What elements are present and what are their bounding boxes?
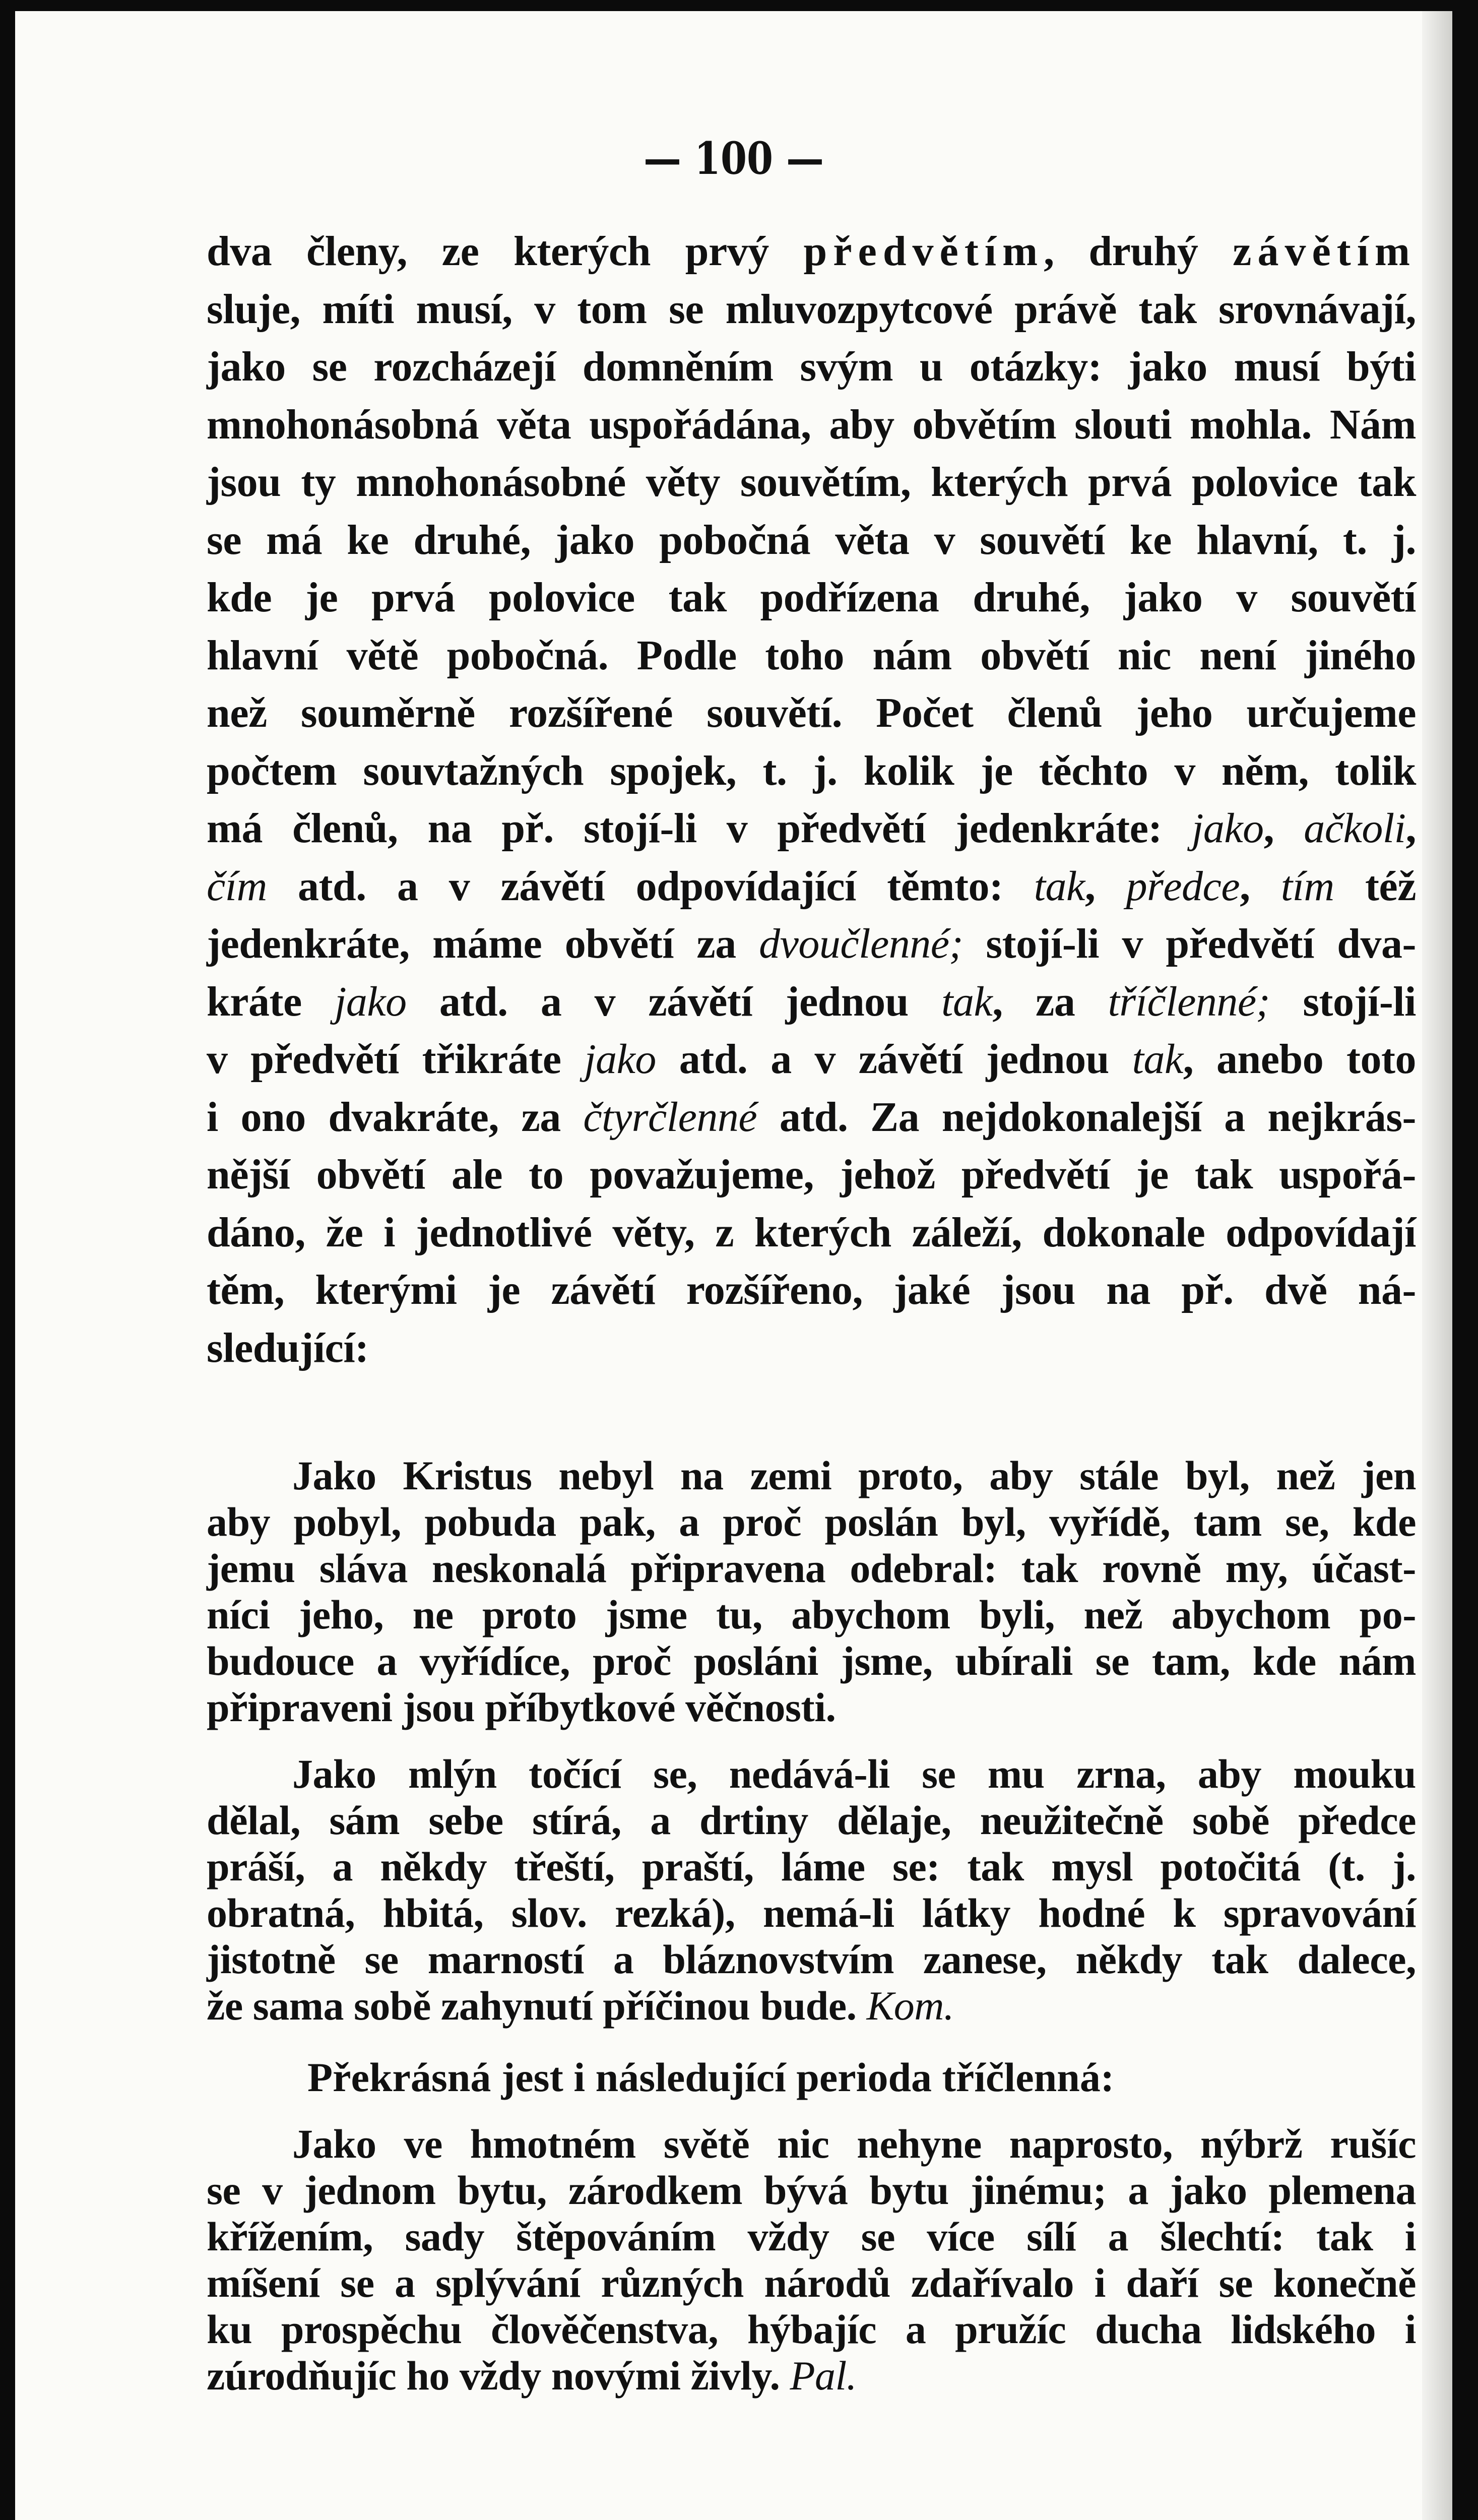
quote-line: budouce a vyřídíce, proč posláni jsme, ubírali se tam, kde nám <box>207 1638 1416 1684</box>
quote-line: že sama sobě zahynutí příčinou bude. Kom. <box>207 1983 954 2029</box>
text-line: dva členy, ze kterých prvý předvětím, druhý závětím <box>207 228 1417 275</box>
text-line: sluje, míti musí, v tom se mluvozpytcové právě tak srovnávají, <box>207 285 1416 333</box>
intro-line <box>207 2054 1416 2101</box>
quote-line: jemu sláva neskonalá připravena odebral: tak rovně my, účast- <box>207 1545 1416 1591</box>
example-quote-1 <box>207 1453 1416 1731</box>
text-line: kde je prvá polovice tak podřízena druhé, jako v souvětí <box>207 574 1416 621</box>
book-page <box>15 11 1452 2520</box>
text-line: i ono dvakráte, za čtyrčlenné atd. Za nejdokonalejší a nejkrás- <box>207 1093 1416 1141</box>
quote-line: Jako mlýn točící se, nedává-li se mu zrna, aby mouku <box>292 1751 1416 1797</box>
text-line: dáno, že i jednotlivé věty, z kterých záleží, dokonale odpovídají <box>207 1209 1416 1256</box>
text-line: sledující: <box>207 1324 369 1371</box>
text-line: než souměrně rozšířené souvětí. Počet členů jeho určujeme <box>207 689 1416 736</box>
text-line: má členů, na př. stojí-li v předvětí jedenkráte: jako, ačkoli, <box>207 805 1417 852</box>
quote-line: se v jednom bytu, zárodkem bývá bytu jinému; a jako plemena <box>207 2167 1416 2213</box>
text-line: kráte jako atd. a v závětí jednou tak, za tříčlenné; stojí-li <box>207 978 1416 1025</box>
page-edge-shadow <box>1422 11 1452 2520</box>
text-line: počtem souvtažných spojek, t. j. kolik je těchto v něm, tolik <box>207 747 1416 794</box>
quote-line: Jako Kristus nebyl na zemi proto, aby stále byl, než jen <box>292 1453 1416 1498</box>
page-number: — 100 — <box>644 132 824 184</box>
text-line: mnohonásobná věta uspořádána, aby obvětím slouti mohla. Nám <box>207 401 1416 448</box>
text-line: těm, kterými je závětí rozšířeno, jaké jsou na př. dvě ná- <box>207 1267 1416 1313</box>
text-line: nější obvětí ale to považujeme, jehož předvětí je tak uspořá- <box>207 1151 1416 1198</box>
text-line: čím atd. a v závětí odpovídající těmto: tak, předce, tím též <box>207 862 1416 910</box>
example-quote-2 <box>207 1751 1416 2029</box>
quote-line: níci jeho, ne proto jsme tu, abychom byli, než abychom po- <box>207 1592 1416 1637</box>
quote-author: Kom. <box>866 1983 954 2029</box>
quote-line: aby pobyl, pobuda pak, a proč poslán byl, vyřídě, tam se, kde <box>207 1499 1416 1545</box>
text-line: jsou ty mnohonásobné věty souvětím, kterých prvá polovice tak <box>207 459 1416 506</box>
intro-text: Překrásná jest i následující perioda tříčlenná: <box>307 2054 1115 2100</box>
main-paragraph <box>207 223 1416 1377</box>
quote-line: jistotně se marností a bláznovstvím zanese, někdy tak dalece, <box>207 1936 1416 1982</box>
text-line: jako se rozcházejí domněním svým u otázky: jako musí býti <box>207 343 1416 390</box>
quote-line: ku prospěchu člověčenstva, hýbajíc a pružíc ducha lidského i <box>207 2306 1416 2352</box>
quote-line: zúrodňujíc ho vždy novými živly. Pal. <box>207 2353 857 2399</box>
quote-line: obratná, hbitá, slov. rezká), nemá-li látky hodné k spravování <box>207 1890 1416 1936</box>
text-line: se má ke druhé, jako pobočná věta v souvětí ke hlavní, t. j. <box>207 516 1416 563</box>
quote-line: Jako ve hmotném světě nic nehyne naprosto, nýbrž rušíc <box>292 2121 1416 2167</box>
quote-line: míšení se a splývání různých národů zdařívalo i daří se konečně <box>207 2260 1416 2306</box>
quote-line: připraveni jsou příbytkové věčnosti. <box>207 1684 836 1730</box>
text-line: jedenkráte, máme obvětí za dvoučlenné; stojí-li v předvětí dva- <box>207 920 1416 967</box>
example-quote-3 <box>207 2121 1416 2399</box>
page-content <box>207 223 1416 2399</box>
text-line: hlavní větě pobočná. Podle toho nám obvětí nic není jiného <box>207 632 1416 679</box>
quote-author: Pal. <box>790 2353 857 2399</box>
quote-line: dělal, sám sebe stírá, a drtiny dělaje, neužitečně sobě předce <box>207 1797 1416 1843</box>
quote-line: křížením, sady štěpováním vždy se více sílí a šlechtí: tak i <box>207 2214 1416 2259</box>
text-line: v předvětí třikráte jako atd. a v závětí jednou tak, anebo toto <box>207 1036 1416 1083</box>
quote-line: práší, a někdy třeští, praští, láme se: tak mysl potočitá (t. j. <box>207 1844 1416 1889</box>
